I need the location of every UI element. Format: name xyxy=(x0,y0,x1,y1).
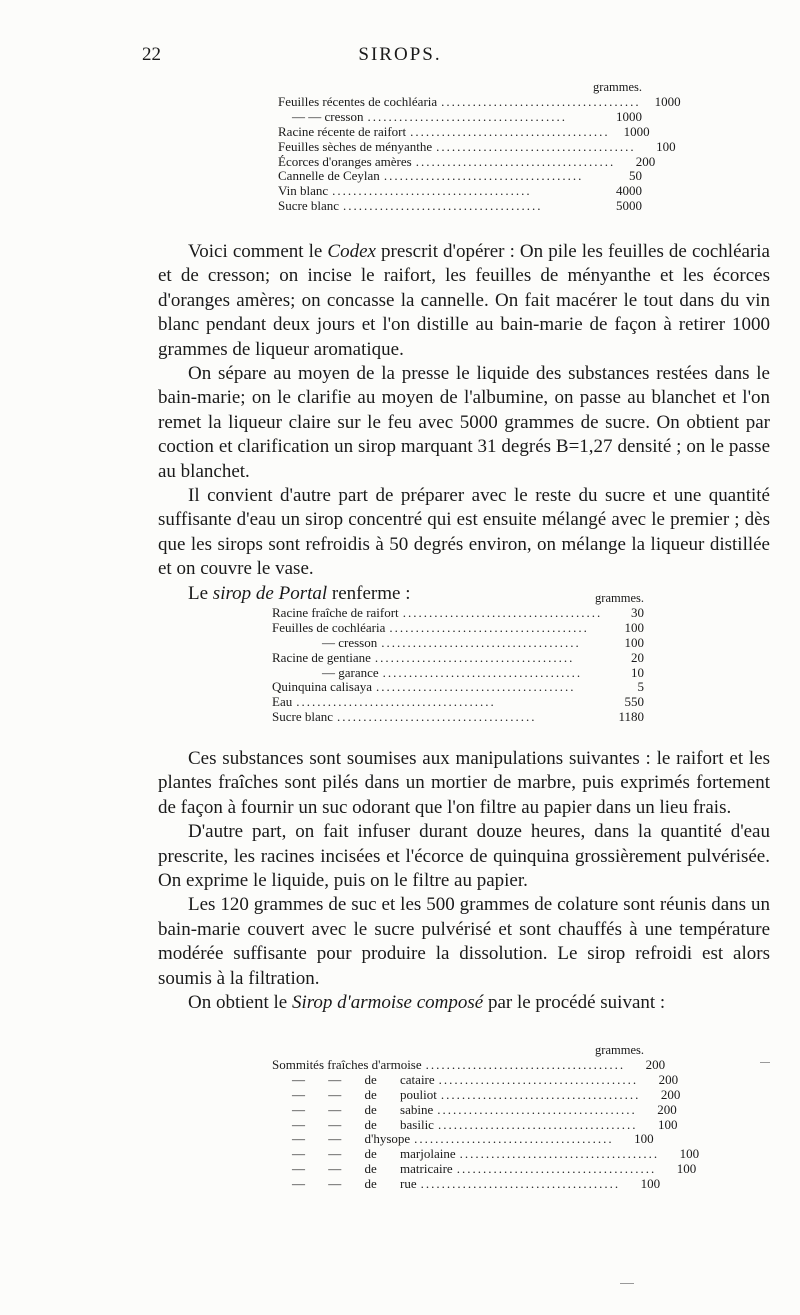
paragraph: Le sirop de Portal renferme : xyxy=(188,582,411,604)
table-row: — — cresson ...................................... 1000 xyxy=(292,108,642,124)
table-row: — — de matricaire ...................................... 100 xyxy=(292,1161,697,1177)
recipe-table-armoise xyxy=(272,1043,700,1192)
table-row: Feuilles de cochléaria ...................................... 100 xyxy=(272,619,644,635)
table-row: — — de rue ...................................... 100 xyxy=(292,1176,661,1192)
paragraph: On sépare au moyen de la presse le liquide des substances restées dans le bain-marie; on le clarifie au moyen de l'albumine, on passe au blanchet et l'on remet la liqueur claire sur le feu avec 5000 grammes de sucre. On obtient par coction et clarification un sirop marquant 31 degrés B=1,27 densité ; on le passe au blanchet. xyxy=(158,363,770,482)
paragraph: Il convient d'autre part de préparer avec le reste du sucre et une quantité suffisante d'eau un sirop concentré qui est ensuite mélangé avec le premier ; dès que les sirops sont refroidis à 50 degrés environ, on mélange la liqueur distillée et on couvre le vase. xyxy=(158,485,770,580)
table-row: Sommités fraîches d'armoise ...................................... 200 xyxy=(272,1056,666,1072)
table-row: — — de basilic ...................................... 100 xyxy=(292,1116,678,1132)
unit-label: grammes. xyxy=(595,1043,644,1057)
table-row: Quinquina calisaya ...................................... 5 xyxy=(272,679,644,695)
unit-label: grammes. xyxy=(595,591,644,605)
body-text-1 xyxy=(158,240,770,606)
paragraph: On obtient le Sirop d'armoise composé par le procédé suivant : xyxy=(188,992,666,1014)
paragraph: Ces substances sont soumises aux manipulations suivantes : le raifort et les plantes fraîches sont pilés dans un mortier de marbre, puis exprimés fortement de façon à fournir un suc odorant que l'on filtre au papier dans un lieu frais. xyxy=(158,748,770,818)
table-row: Sucre blanc ...................................... 5000 xyxy=(278,198,642,214)
page-number: 22 xyxy=(142,44,161,65)
table-row: Cannelle de Ceylan ...................................... 50 xyxy=(278,168,642,184)
table-row: Feuilles sèches de ményanthe ...................................... 100 xyxy=(278,138,676,154)
table-row: — — de cataire ...................................... 200 xyxy=(292,1071,679,1087)
table-row: Racine de gentiane ...................................... 20 xyxy=(272,649,644,665)
recipe-table-codex xyxy=(278,80,681,214)
paragraph: Les 120 grammes de suc et les 500 grammes de colature sont réunis dans un bain-marie couvert avec le sucre pulvérisé et sont chauffés à une température modérée suffisante pour produire la dissolution. Le sirop refroidi est alors soumis à la filtration. xyxy=(158,894,770,989)
table-row: Racine fraîche de raifort ...................................... 30 xyxy=(272,604,644,620)
table-row: — — de pouliot ...................................... 200 xyxy=(292,1086,681,1102)
table-row: — cresson ...................................... 100 xyxy=(322,634,644,650)
scan-artifact-line xyxy=(620,1283,634,1284)
table-row: Sucre blanc ...................................... 1180 xyxy=(272,709,644,725)
paragraph: Voici comment le Codex prescrit d'opérer : On pile les feuilles de cochléaria et de cresson; on incise le raifort, les feuilles de ményanthe et les écorces d'oranges amères; on concasse la cannelle. On fait macérer le tout dans du vin blanc pendant deux jours et l'on distille au bain-marie de façon à retirer 1000 grammes de liqueur aromatique. xyxy=(158,241,770,360)
table-row: Vin blanc ...................................... 4000 xyxy=(278,183,642,199)
paragraph: D'autre part, on fait infuser durant douze heures, dans la quantité d'eau prescrite, les racines incisées et l'écorce de quinquina grossièrement pulvérisée. On exprime le liquide, puis on le filtre au papier. xyxy=(158,821,770,892)
body-text-2 xyxy=(158,747,770,1015)
unit-label: grammes. xyxy=(593,80,642,94)
table-row: — — de sabine ...................................... 200 xyxy=(292,1101,677,1117)
table-row: Racine récente de raifort ...................................... 1000 xyxy=(278,123,650,139)
scan-artifact-line xyxy=(760,1062,770,1063)
emphasis: sirop de Portal xyxy=(212,582,328,604)
emphasis: Codex xyxy=(327,241,376,262)
recipe-table-portal xyxy=(272,591,644,725)
table-row: Eau ...................................... 550 xyxy=(272,694,644,710)
table-row: Feuilles récentes de cochléaria ...................................... 1000 xyxy=(278,93,681,109)
table-row: — — de marjolaine ...................................... 100 xyxy=(292,1146,700,1162)
page-header xyxy=(0,44,800,70)
table-row: Écorces d'oranges amères ...................................... 200 xyxy=(278,153,656,169)
running-title: SIROPS. xyxy=(358,44,442,65)
emphasis: Sirop d'armoise composé xyxy=(291,992,484,1014)
table-row: — garance ...................................... 10 xyxy=(322,664,644,680)
table-row: — — d'hysope ...................................... 100 xyxy=(292,1131,654,1147)
